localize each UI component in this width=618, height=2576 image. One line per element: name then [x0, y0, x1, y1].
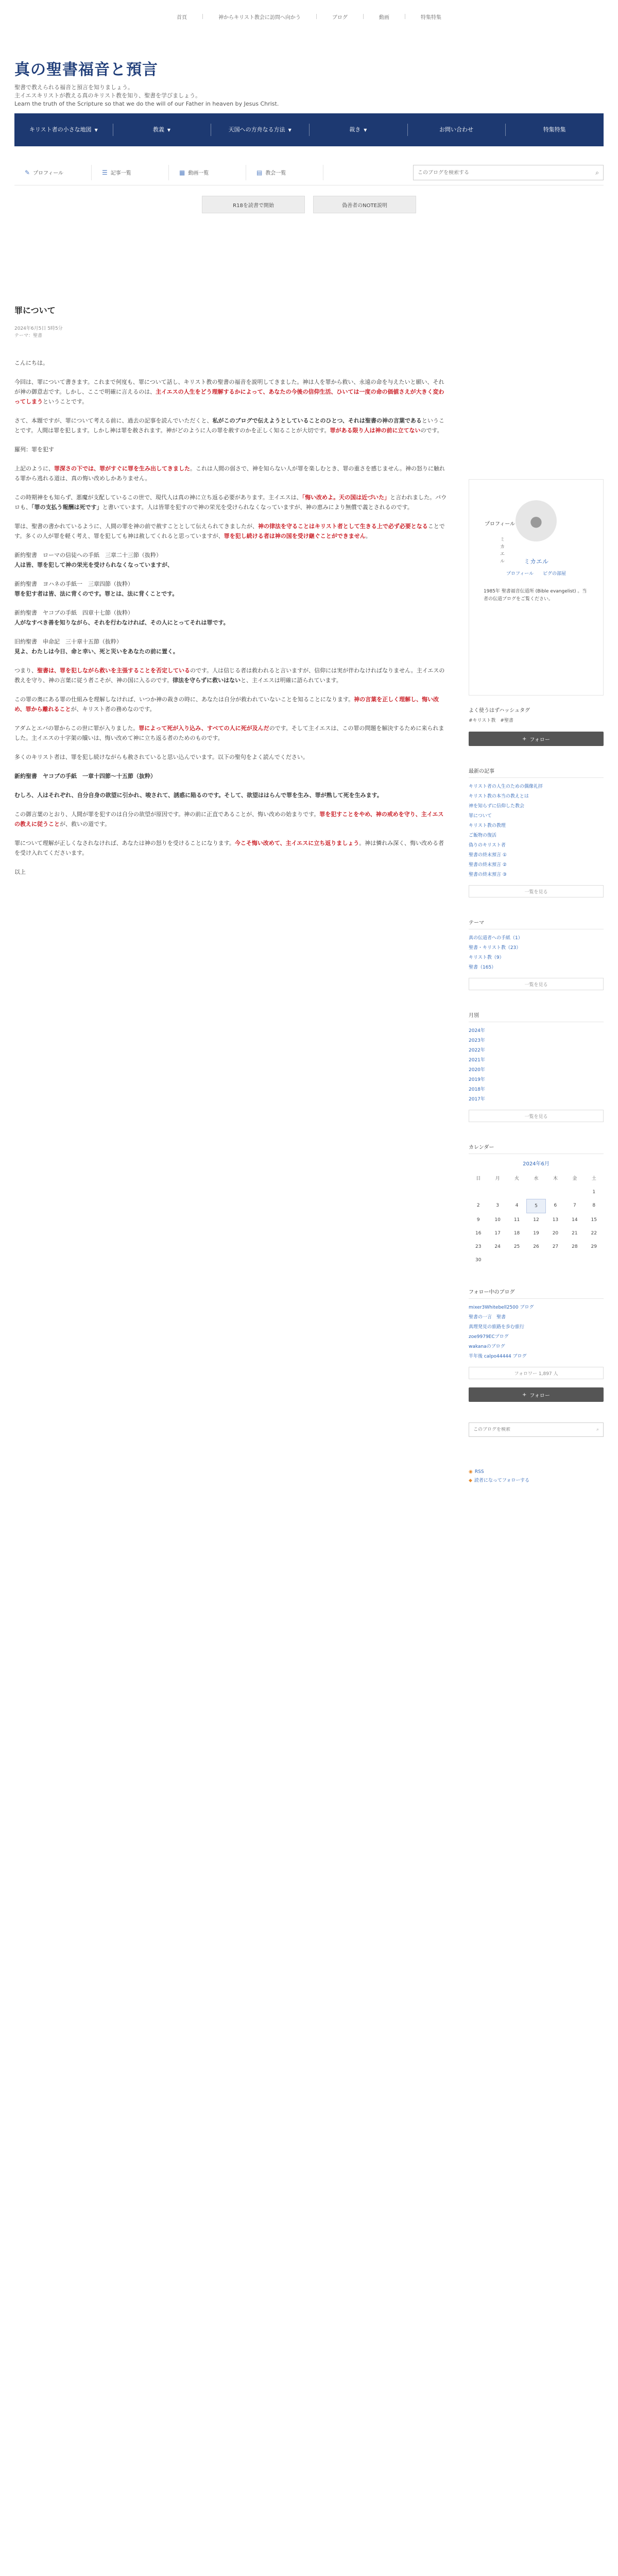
- profile-heading: プロフィール: [485, 521, 515, 527]
- article-paragraph: [14, 377, 447, 406]
- text-segment: 罪は、聖書の書かれているように、人間の罪を神の前で赦すこととして伝えられてきましたが、: [14, 523, 258, 530]
- text-segment: 多くのキリスト者は、罪を犯し続けながらも赦されていると思い込んでいます。以下の聖句をよく読んでください。: [14, 754, 308, 760]
- list-icon: ☰: [102, 168, 108, 176]
- scripture-quote: [14, 637, 447, 656]
- text-segment: 「悔い改めよ。天の国は近づいた」: [302, 494, 390, 501]
- text-segment: ということです。人間は罪を犯します。しかし神は罪を赦されます。神がどのように人の罪を赦すのかを正しく知ることが大切です。: [14, 417, 444, 434]
- text-segment: 罪について理解が正しくなされなければ、あなたは神の怒りを受けることになります。: [14, 840, 235, 846]
- calendar-day: [546, 1253, 565, 1267]
- rss-label: RSS: [474, 1469, 484, 1475]
- weekday-label: 月: [495, 1176, 500, 1181]
- post-date: 2024年6月5日 5時5分: [14, 326, 63, 331]
- archive-link[interactable]: 2018年: [469, 1087, 485, 1092]
- subnav-profile[interactable]: [14, 165, 92, 180]
- site-title[interactable]: 真の聖書福音と預言: [14, 61, 158, 79]
- top-menu: [0, 0, 618, 33]
- gnav-label: 裁き: [349, 126, 361, 133]
- text-segment: むしろ、人はそれぞれ、自分自身の欲望に引かれ、唆されて、誘惑に陥るのです。そして、欲望ははらんで罪を生み、罪が熟して死を生みます。: [14, 792, 383, 799]
- calendar-title: カレンダー: [469, 1143, 604, 1154]
- scripture-reference: 新約聖書 ローマの信徒への手紙 三章二十三節（抜粋）: [14, 552, 162, 558]
- subnav-churches[interactable]: [246, 165, 323, 180]
- following-blog-link[interactable]: 聖書の一言 聖書: [469, 1315, 506, 1320]
- calendar-day: [507, 1253, 526, 1267]
- archive-link[interactable]: 2021年: [469, 1058, 485, 1063]
- theme-title: テーマ: [469, 918, 604, 929]
- text-segment: 神の律法を守ることはキリスト者として生きる上で必ず必要となる: [258, 523, 428, 530]
- following-blog-link[interactable]: mixer3Whitebell2500 ブログ: [469, 1305, 534, 1310]
- site-header: [14, 57, 604, 108]
- text-segment: 今回は、罪について書きます。これまで何度も、罪について話し、キリスト教の聖書の福音を説明してきました。神は人を罪から救い、永遠の命を与えたいと願い、それが神の御意志です。しかし、ここで明確に言えるのは、: [14, 379, 444, 395]
- text-segment: 主イエスの人生をどう理解するかによって、あなたの今後の信仰生活、ひいては一度の命の価値さえが大きく変わってしまう: [14, 388, 444, 405]
- calendar-day: [526, 1185, 545, 1199]
- calendar-day[interactable]: 30: [475, 1258, 482, 1263]
- text-segment: 今こそ悔い改めて、主イエスに立ち返りましょう: [234, 840, 359, 846]
- article-body: [14, 358, 447, 877]
- calendar-day[interactable]: 19: [533, 1231, 539, 1236]
- bookmark-icon: ◆: [469, 1478, 472, 1483]
- pencil-icon: ✎: [25, 168, 30, 176]
- calendar-day[interactable]: 25: [513, 1244, 520, 1249]
- following-more-button[interactable]: フォロワー 1,897 人: [469, 1367, 604, 1379]
- weekday-label: 日: [476, 1176, 481, 1181]
- avatar[interactable]: [516, 500, 557, 541]
- profile-link[interactable]: プロフィール: [506, 571, 534, 577]
- following-blog-link[interactable]: 真理発見の旅路を歩む旅行: [469, 1325, 525, 1330]
- text-segment: こんにちは。: [14, 360, 48, 366]
- calendar-week: [469, 1253, 604, 1267]
- text-segment: 罪がある限り人は神の前に立てない: [330, 427, 421, 434]
- calendar-day[interactable]: 15: [591, 1217, 597, 1223]
- calendar-day: [526, 1253, 545, 1267]
- article-paragraph: [14, 790, 447, 800]
- recent-article-link[interactable]: ご飯物の復活: [469, 833, 497, 838]
- calendar-day[interactable]: 4: [515, 1203, 519, 1208]
- sub-nav: [14, 160, 604, 185]
- hashtag-list[interactable]: #キリスト教 #聖書: [469, 718, 513, 723]
- text-segment: 神の言葉を正しく理解し、悔い改め、罪から離れること: [14, 696, 439, 713]
- follow-button[interactable]: [469, 732, 604, 746]
- text-segment: さて、本題ですが、罪について考える前に、過去の記事を読んでいただくと、: [14, 417, 213, 424]
- follow-label: フォロー: [529, 1393, 550, 1399]
- archive-more-button[interactable]: 一覧を見る: [469, 1110, 604, 1122]
- recent-article-link[interactable]: キリスト教の本当の教えとは: [469, 794, 529, 799]
- text-segment: のです。: [420, 427, 443, 434]
- calendar-day[interactable]: 1: [592, 1190, 596, 1195]
- text-segment: 新約聖書 ヤコブの手紙 一章十四節〜十五節（抜粋）: [14, 773, 156, 779]
- calendar-day[interactable]: 16: [475, 1231, 482, 1236]
- scripture-text: 人がなすべき善を知りながら、それを行わなければ、その人にとってそれは罪です。: [14, 619, 229, 626]
- gnav-label: 特集特集: [543, 126, 566, 133]
- text-segment: 以上: [14, 869, 26, 875]
- header-search: [413, 165, 604, 180]
- recent-article-link[interactable]: キリスト教の教理: [469, 823, 506, 828]
- text-segment: 律法を守らずに救いはない: [173, 677, 241, 684]
- calendar-week: [469, 1213, 604, 1227]
- feature-buttons: [0, 196, 618, 213]
- calendar-day[interactable]: 7: [573, 1203, 576, 1208]
- feature-button-1[interactable]: R18を読書で開始: [202, 196, 305, 213]
- profile-char: ル: [500, 559, 505, 564]
- post-title[interactable]: 罪について: [14, 306, 56, 315]
- text-segment: つまり、: [14, 667, 37, 674]
- text-segment: アダムとエバの罪からこの世に罪が入りました。: [14, 725, 139, 732]
- global-nav: [14, 113, 604, 146]
- calendar-week: [469, 1199, 604, 1213]
- profile-text: 1985年 聖書福音伝道所 (Bible evangelist) 。当者の伝道ブログをご覧ください。: [484, 589, 587, 602]
- calendar-day[interactable]: 5: [526, 1199, 545, 1213]
- top-menu-item-5[interactable]: 特集特集: [420, 14, 441, 21]
- archive-link[interactable]: 2020年: [469, 1067, 485, 1073]
- profile-char: ミ: [500, 537, 505, 543]
- calendar-week: [469, 1240, 604, 1253]
- article-paragraph: [14, 771, 447, 781]
- calendar-day[interactable]: 13: [552, 1217, 559, 1223]
- text-segment: 羅列：罪を犯す: [14, 446, 54, 453]
- text-segment: 上記のように、: [14, 465, 54, 472]
- text-segment: のです。そして主イエスは、この罪の問題を解決するために来られました。主イエスの十字架の贖いは、悔い改めて神に立ち返る者のためのものです。: [14, 725, 444, 741]
- text-segment: この御言葉のとおり、人間が罪を犯すのは自分の欲望が原因です。神の前に正直であることが、悔い改めの始まりです。: [14, 811, 320, 818]
- theme-link[interactable]: 聖書・キリスト教（23）: [469, 945, 521, 951]
- article-paragraph: [14, 493, 447, 512]
- calendar-day: [488, 1253, 507, 1267]
- profile-name[interactable]: ミカエル: [523, 558, 548, 565]
- gnav-item-5[interactable]: [407, 120, 506, 140]
- post-tag[interactable]: テーマ：聖書: [14, 333, 43, 338]
- text-segment: と、主イエスは明確に語られています。: [241, 677, 342, 684]
- gnav-item-6[interactable]: [505, 120, 604, 140]
- gnav-label: 天国への方舟なる方法: [228, 126, 285, 133]
- article-paragraph: [14, 809, 447, 829]
- sidebar: [469, 479, 604, 1485]
- theme-more-button[interactable]: 一覧を見る: [469, 978, 604, 990]
- profile-char: エ: [500, 552, 505, 557]
- gnav-item-1[interactable]: [14, 120, 113, 140]
- recent-article-link[interactable]: 聖書の終末預言 ①: [469, 853, 507, 858]
- text-segment: が、救いの道です。: [60, 821, 111, 827]
- plus-icon: +: [522, 1392, 527, 1398]
- following-list: [469, 1303, 604, 1362]
- search-icon[interactable]: ⌕: [595, 168, 599, 176]
- theme-link[interactable]: キリスト教（9）: [469, 955, 504, 960]
- recent-article-link[interactable]: 罪について: [469, 814, 492, 819]
- scripture-text: 罪を犯す者は皆、法に背くのです。罪とは、法に背くことです。: [14, 590, 178, 597]
- text-segment: 罪を犯すことをやめ、神の戒めを守り、主イエスの教えに従うこと: [14, 811, 444, 827]
- calendar-day: [488, 1185, 507, 1199]
- calendar-day[interactable]: 20: [552, 1231, 559, 1236]
- plus-icon: +: [522, 736, 527, 742]
- calendar-day[interactable]: 27: [552, 1244, 559, 1249]
- top-menu-item-4[interactable]: 動画: [379, 14, 389, 21]
- calendar-day[interactable]: 2: [476, 1203, 480, 1208]
- following-blog-link[interactable]: 半年後 calpo44444 ブログ: [469, 1354, 527, 1359]
- scripture-quote: [14, 550, 447, 570]
- search-icon[interactable]: ⌕: [596, 1427, 599, 1432]
- following-title: フォロー中のブログ: [469, 1287, 604, 1299]
- text-segment: と言われました。パウロも、: [14, 494, 447, 511]
- weekday-label: 土: [591, 1176, 596, 1181]
- subnav-videos[interactable]: [169, 165, 246, 180]
- text-segment: が、キリスト者の務めなのです。: [71, 706, 156, 713]
- gnav-item-2[interactable]: [113, 120, 211, 140]
- text-segment: 罪によって死が入り込み、すべての人に死が及んだ: [139, 725, 269, 732]
- article-paragraph: [14, 723, 447, 743]
- article-paragraph: [14, 464, 447, 483]
- gnav-item-4[interactable]: [309, 120, 407, 140]
- recent-article-link[interactable]: 神を知らずに信仰した教会: [469, 804, 525, 809]
- text-segment: この罪の奥にある罪の仕組みを理解しなければ、いつか神の裁きの時に、あなたは自分が救われていないことを知ることになります。: [14, 696, 354, 703]
- calendar-week: [469, 1185, 604, 1199]
- text-segment: のです。人は信じる者は救われると言いますが、信仰には実が伴わなければなりません。主イエスの教えを守り、神の言葉に従う者こそが、神の国に入るのです。: [14, 667, 445, 684]
- recent-more-button[interactable]: 一覧を見る: [469, 885, 604, 897]
- calendar-day[interactable]: 11: [513, 1217, 520, 1223]
- calendar-day[interactable]: 26: [533, 1244, 539, 1249]
- rss-icon: ◉: [469, 1469, 473, 1475]
- calendar-body: [469, 1185, 604, 1267]
- reader-label: 読者になってフォローする: [474, 1478, 530, 1483]
- text-segment: 罪深さの下では、罪がすぐに罪を生み出してきました: [54, 465, 190, 472]
- weekday-label: 火: [514, 1176, 520, 1181]
- reader-link[interactable]: [469, 1477, 604, 1485]
- scripture-text: 人は皆、罪を犯して神の栄光を受けられなくなっていますが、: [14, 562, 173, 568]
- pig-room-link[interactable]: ピグの部屋: [543, 571, 566, 577]
- sidebar-search-input[interactable]: [473, 1427, 596, 1432]
- archive-link[interactable]: 2017年: [469, 1097, 485, 1102]
- calendar-week: [469, 1227, 604, 1240]
- article-paragraph: [14, 666, 447, 685]
- site-desc-line-1: 聖書で教えられる福音と預言を知りましょう。: [14, 84, 133, 91]
- text-segment: この時期神をも知らず、悪魔が支配しているこの世で、現代人は真の神に立ち返る必要があります。主イエスは、: [14, 494, 302, 501]
- gnav-item-3[interactable]: [211, 120, 309, 140]
- theme-list: [469, 934, 604, 973]
- text-segment: 。: [365, 533, 371, 539]
- scripture-quote: [14, 579, 447, 599]
- theme-link[interactable]: 聖書（165）: [469, 965, 496, 970]
- following-blog-link[interactable]: zoe9979ECプログ: [469, 1334, 509, 1340]
- rss-links: [469, 1468, 604, 1485]
- calendar-day[interactable]: 29: [591, 1244, 597, 1249]
- article-paragraph: [14, 358, 447, 368]
- article-paragraph: [14, 867, 447, 877]
- text-segment: 私がこのブログで伝えようとしていることのひとつ、それは聖書の神の言葉である: [212, 417, 422, 424]
- post-meta: [14, 325, 447, 340]
- article-paragraph: [14, 416, 447, 435]
- recent-article-link[interactable]: キリスト者の人生のための偶像礼拝: [469, 784, 543, 789]
- text-segment: ことです。多くの人が罪を軽く考え、罪を犯しても神は赦してくれると思っていますが、: [14, 523, 445, 539]
- calendar-day[interactable]: 24: [494, 1244, 501, 1249]
- subnav-label: 記事一覧: [110, 171, 131, 176]
- divider: [363, 14, 364, 19]
- profile-links: [469, 570, 603, 577]
- calendar-day[interactable]: 28: [572, 1244, 578, 1249]
- calendar-day: [565, 1185, 584, 1199]
- feature-button-2[interactable]: 偽善者のNOTE説明: [313, 196, 416, 213]
- scripture-reference: 新約聖書 ヨハネの手紙一 三章四節（抜粋）: [14, 581, 133, 587]
- weekday-label: 金: [572, 1176, 577, 1181]
- archive-link[interactable]: 2019年: [469, 1077, 485, 1082]
- profile-char: カ: [500, 545, 505, 550]
- calendar-day[interactable]: 12: [533, 1217, 539, 1223]
- subnav-label: プロフィール: [33, 171, 64, 176]
- calendar-day: [585, 1253, 604, 1267]
- archive-list: [469, 1026, 604, 1105]
- text-segment: 聖書は、罪を犯しながら救いを主張することを否定している: [37, 667, 190, 674]
- scripture-reference: 新約聖書 ヤコブの手紙 四章十七節（抜粋）: [14, 609, 133, 616]
- chevron-down-icon: ▼: [364, 128, 367, 132]
- article-paragraph: [14, 521, 447, 541]
- text-segment: 。神は憐れみ深く、悔い改める者を受け入れてくださいます。: [14, 840, 444, 856]
- calendar-day[interactable]: 10: [494, 1217, 501, 1223]
- folder-icon: ▤: [256, 168, 263, 176]
- text-segment: と書いています。人は皆罪を犯すので神の栄光を受けられなくなっていますが、神の恵みにより無償で義とされるのです。: [102, 504, 413, 511]
- subnav-label: 教会一覧: [265, 171, 286, 176]
- article-paragraph: [14, 445, 447, 454]
- calendar-day[interactable]: 9: [476, 1217, 480, 1223]
- calendar-day[interactable]: 18: [513, 1231, 520, 1236]
- gnav-label: 教義: [152, 126, 164, 133]
- text-segment: 「罪の支払う報酬は死です」: [31, 504, 102, 511]
- following-blog-link[interactable]: wakanaのブログ: [469, 1344, 505, 1349]
- calendar-day: [565, 1253, 584, 1267]
- recent-list: [469, 782, 604, 880]
- scripture-text: 見よ、わたしは今日、命と幸い、死と災いをあなたの前に置く。: [14, 648, 179, 655]
- scripture-quote: [14, 608, 447, 628]
- rss-link[interactable]: [469, 1468, 604, 1477]
- chevron-down-icon: ▼: [288, 128, 291, 132]
- archive-link[interactable]: 2022年: [469, 1048, 485, 1053]
- article-paragraph: [14, 694, 447, 714]
- gnav-label: お問い合わせ: [439, 126, 474, 133]
- top-menu-item-2[interactable]: 神からキリスト教会に訪問へ向かう: [218, 14, 301, 21]
- text-segment: 。これは人間の弱さで、神を知らない人が罪を楽しむとき、罪の重さを感じません。神の怒りに触れる罪から逃れる道は、真の悔い改めしかありません。: [14, 465, 445, 482]
- subnav-articles[interactable]: [92, 165, 169, 180]
- recent-title: 最新の記事: [469, 767, 604, 778]
- scripture-reference: 旧約聖書 申命記 三十章十五節（抜粋）: [14, 638, 122, 645]
- calendar-day[interactable]: 23: [475, 1244, 482, 1249]
- main-content: [14, 227, 447, 886]
- gnav-label: キリスト者の小さな地図: [29, 126, 92, 133]
- calendar-day[interactable]: 3: [496, 1203, 499, 1208]
- recent-article-link[interactable]: 偽りのキリスト者: [469, 843, 506, 848]
- weekday-label: 水: [534, 1176, 539, 1181]
- calendar-day[interactable]: 21: [572, 1231, 578, 1236]
- chevron-down-icon: ▼: [94, 128, 98, 132]
- text-segment: ということです。: [43, 398, 88, 405]
- archive-title: 月別: [469, 1011, 604, 1022]
- subnav-label: 動画一覧: [188, 171, 209, 176]
- sidebar-search: [469, 1422, 604, 1437]
- recent-article-link[interactable]: 聖書の終末預言 ②: [469, 862, 507, 868]
- archive-link[interactable]: 2023年: [469, 1038, 485, 1043]
- profile-box: [469, 479, 604, 696]
- calendar-day: [469, 1185, 488, 1199]
- top-menu-item-3[interactable]: ブログ: [332, 14, 348, 21]
- theme-link[interactable]: 真の伝道者への手紙（1）: [469, 936, 523, 941]
- top-menu-item-1[interactable]: 首頁: [177, 14, 187, 21]
- calendar-day[interactable]: 8: [592, 1203, 596, 1208]
- recent-article-link[interactable]: 聖書の終末預言 ③: [469, 872, 507, 877]
- weekday-label: 木: [553, 1176, 558, 1181]
- calendar-day[interactable]: 14: [572, 1217, 578, 1223]
- archive-link[interactable]: 2024年: [469, 1028, 485, 1033]
- site-desc-line-2: 主イエスキリストが教える真のキリスト教を知り、聖書を学びましょう。: [14, 92, 201, 99]
- calendar-day[interactable]: 22: [591, 1231, 597, 1236]
- search-input[interactable]: [418, 170, 595, 176]
- divider: [202, 14, 203, 19]
- calendar-day: [507, 1185, 526, 1199]
- user-icon: ●: [529, 512, 543, 530]
- calendar-day[interactable]: 17: [494, 1231, 501, 1236]
- divider: [316, 14, 317, 19]
- site-desc-line-3: Learn the truth of the Scripture so that we do the will of our Father in heaven by Jesus Christ.: [14, 100, 279, 107]
- article-paragraph: [14, 752, 447, 762]
- calendar-day: [546, 1185, 565, 1199]
- follow-label: フォロー: [529, 737, 550, 743]
- follow-button-2[interactable]: [469, 1387, 604, 1402]
- chevron-down-icon: ▼: [167, 128, 171, 132]
- calendar-day[interactable]: 6: [554, 1203, 557, 1208]
- text-segment: 罪を犯し続ける者は神の国を受け継ぐことができません: [224, 533, 366, 539]
- calendar-month: 2024年6月: [523, 1161, 550, 1167]
- article-paragraph: [14, 838, 447, 858]
- grid-icon: ▦: [179, 168, 185, 176]
- hashtag-heading: よく使うはずハッシュタグ: [469, 708, 530, 714]
- site-description: [14, 83, 604, 108]
- calendar-weekdays: [469, 1172, 604, 1185]
